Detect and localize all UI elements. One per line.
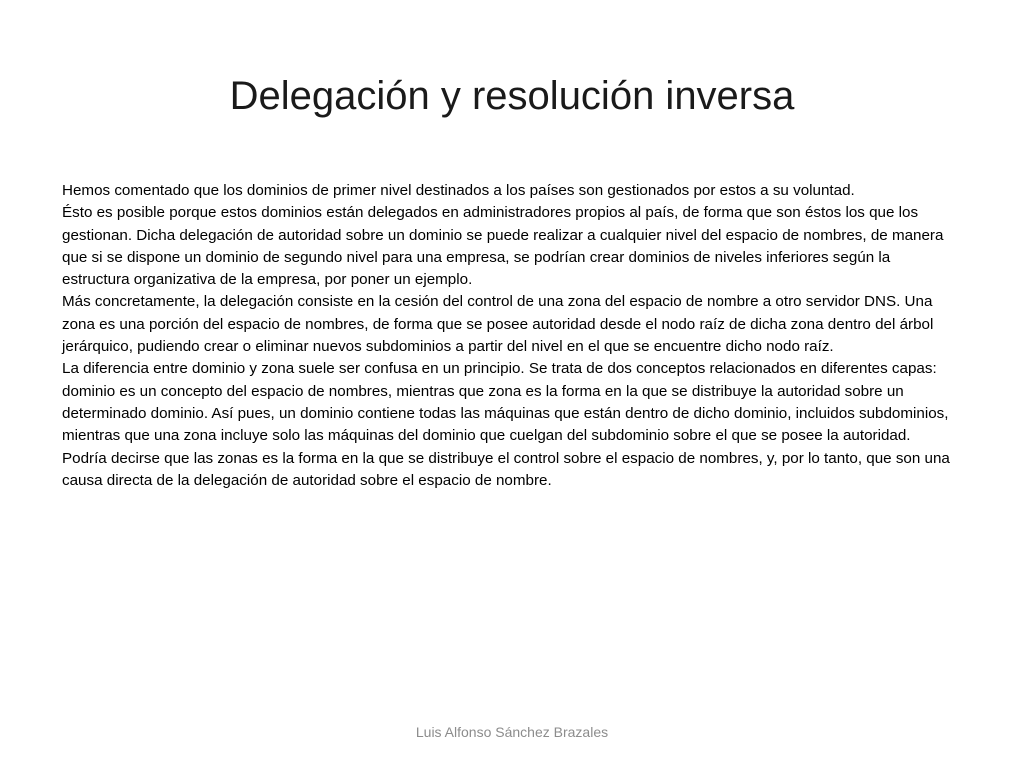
body-paragraph: La diferencia entre dominio y zona suele ser confusa en un principio. Se trata de dos conceptos relacionados en diferentes capas: dominio es un concepto del espacio de nombres, mientras que zona es la forma en la que se distribuye la autoridad sobre un determinado dominio. Así pues, un dominio contiene todas las máquinas que están dentro de dicho dominio, incluidos subdominios, mientras que una zona incluye solo las máquinas del dominio que cuelgan del subdominio sobre el que se posee la autoridad. Podría decirse que las zonas es la forma en la que se distribuye el control sobre el espacio de nombres, y, por lo tanto, que son una causa directa de la delegación de autoridad sobre el espacio de nombre.: [62, 360, 950, 489]
slide-body: [62, 180, 952, 492]
body-paragraph: Ésto es posible porque estos dominios están delegados en administradores propios al país, de forma que son éstos los que los gestionan. Dicha delegación de autoridad sobre un dominio se puede realizar a cualquier nivel del espacio de nombres, de manera que si se dispone un dominio de segundo nivel para una empresa, se podrían crear dominios de niveles inferiores según la estructura organizativa de la empresa, por poner un ejemplo.: [62, 204, 944, 289]
slide-title: Delegación y resolución inversa: [229, 74, 795, 118]
body-paragraph: Más concretamente, la delegación consiste en la cesión del control de una zona del espacio de nombre a otro servidor DNS. Una zona es una porción del espacio de nombres, de forma que se posee autoridad desde el nodo raíz de dicha zona dentro del árbol jerárquico, pudiendo crear o eliminar nuevos subdominios a partir del nivel en el que se encuentre dicho nodo raíz.: [62, 293, 934, 356]
slide-footer-author: Luis Alfonso Sánchez Brazales: [415, 724, 609, 740]
body-paragraph: Hemos comentado que los dominios de primer nivel destinados a los países son gestionados por estos a su voluntad.: [62, 182, 855, 199]
